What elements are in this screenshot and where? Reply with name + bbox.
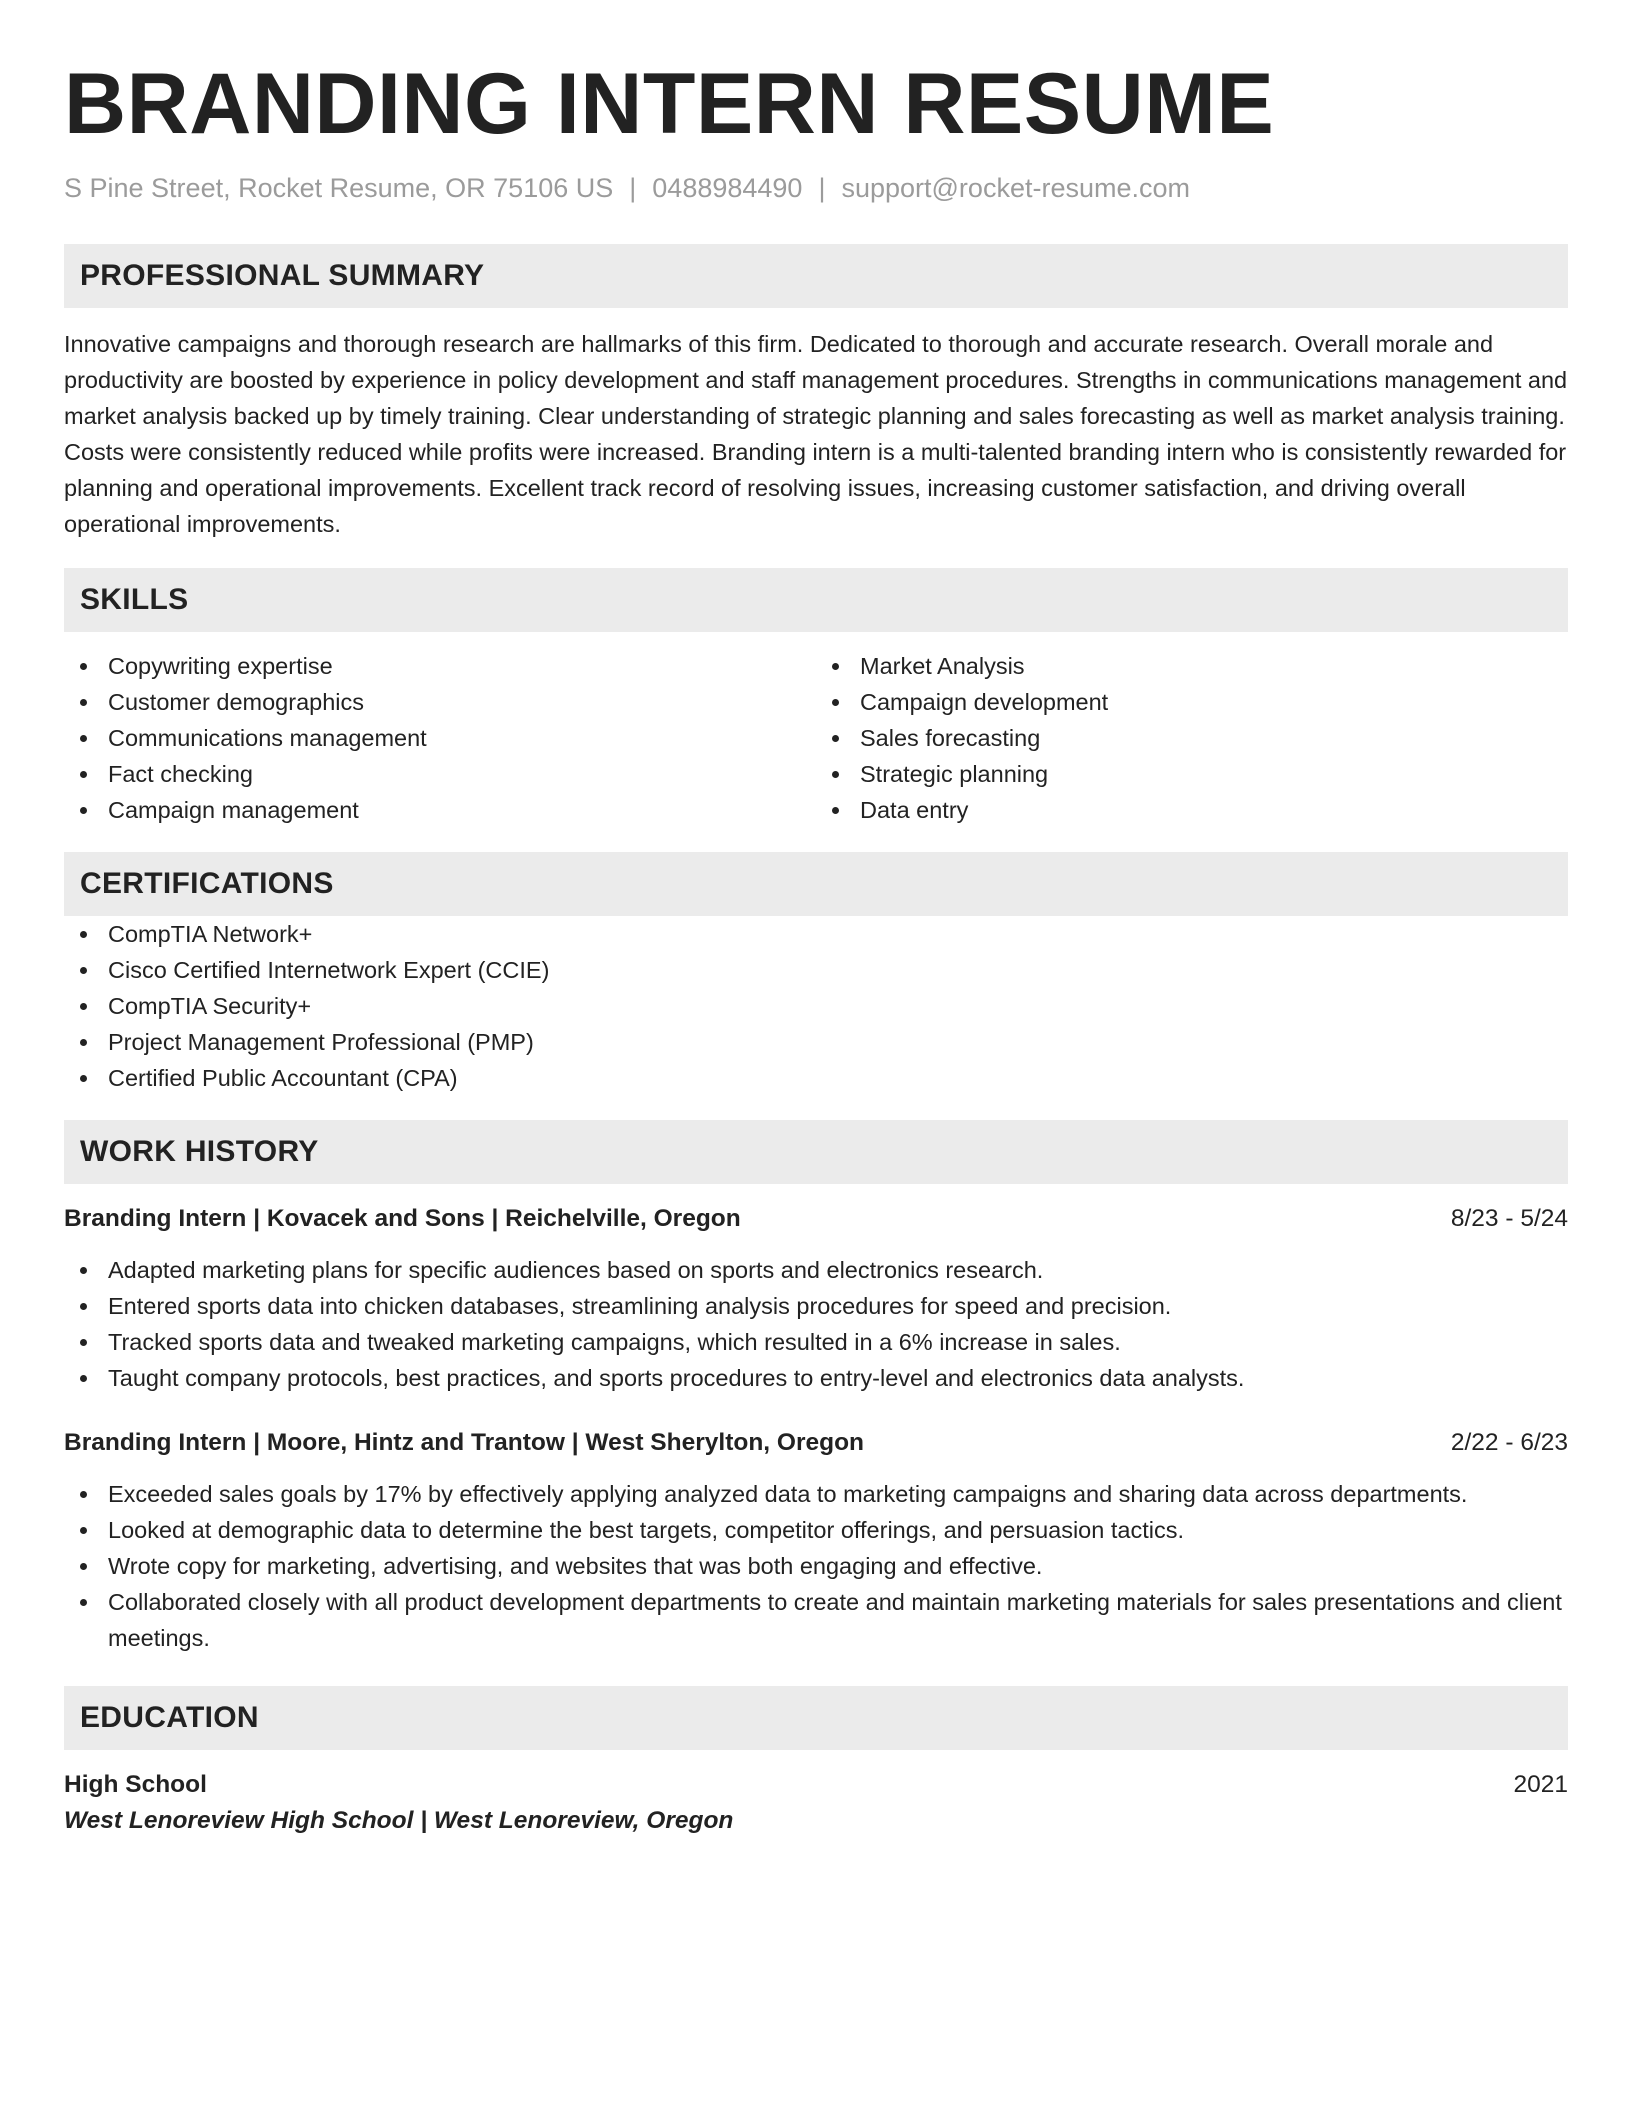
skill-item: Data entry <box>816 792 1568 828</box>
job-bullet: Tracked sports data and tweaked marketing campaigns, which resulted in a 6% increase in sales. <box>64 1324 1568 1360</box>
skill-item: Sales forecasting <box>816 720 1568 756</box>
certification-item: CompTIA Security+ <box>64 988 1568 1024</box>
job-entry <box>64 1202 1568 1396</box>
contact-address: S Pine Street, Rocket Resume, OR 75106 US <box>64 173 614 203</box>
contact-line <box>64 170 1568 206</box>
job-bullet: Adapted marketing plans for specific audiences based on sports and electronics research. <box>64 1252 1568 1288</box>
certifications-list <box>64 916 1568 1096</box>
skills-column-right <box>816 648 1568 828</box>
skills-columns <box>64 648 1568 828</box>
job-bullet: Wrote copy for marketing, advertising, and websites that was both engaging and effective. <box>64 1548 1568 1584</box>
skill-item: Strategic planning <box>816 756 1568 792</box>
skills-column-left <box>64 648 816 828</box>
skill-item: Campaign development <box>816 684 1568 720</box>
contact-phone: 0488984490 <box>652 173 803 203</box>
education-school: West Lenoreview High School | West Lenoreview, Oregon <box>64 1807 734 1834</box>
skills-list-left <box>64 648 816 828</box>
skill-item: Communications management <box>64 720 816 756</box>
job-header <box>64 1426 1568 1460</box>
education-year: 2021 <box>1513 1771 1568 1798</box>
job-entry <box>64 1426 1568 1656</box>
job-bullet: Taught company protocols, best practices, and sports procedures to entry-level and electronics data analysts. <box>64 1360 1568 1396</box>
resume-title: BRANDING INTERN RESUME <box>64 56 1275 152</box>
skill-item: Fact checking <box>64 756 816 792</box>
job-dates: 8/23 - 5/24 <box>1450 1205 1568 1232</box>
job-bullets <box>64 1252 1568 1396</box>
skill-item: Customer demographics <box>64 684 816 720</box>
job-bullet: Collaborated closely with all product development departments to create and maintain marketing materials for sales presentations and client meetings. <box>64 1584 1568 1656</box>
job-bullet: Entered sports data into chicken databases, streamlining analysis procedures for speed and precision. <box>64 1288 1568 1324</box>
skill-item: Campaign management <box>64 792 816 828</box>
certification-item: CompTIA Network+ <box>64 916 1568 952</box>
job-dates: 2/22 - 6/23 <box>1450 1429 1568 1456</box>
job-title: Branding Intern | Moore, Hintz and Trantow | West Sherylton, Oregon <box>64 1429 865 1456</box>
work-heading: WORK HISTORY <box>80 1135 319 1168</box>
certification-item: Certified Public Accountant (CPA) <box>64 1060 1568 1096</box>
skill-item: Copywriting expertise <box>64 648 816 684</box>
education-header <box>64 1768 1568 1802</box>
certifications-section-header <box>64 852 1568 916</box>
education-degree: High School <box>64 1771 207 1798</box>
education-section-header <box>64 1686 1568 1750</box>
certification-item: Cisco Certified Internetwork Expert (CCIE) <box>64 952 1568 988</box>
certification-item: Project Management Professional (PMP) <box>64 1024 1568 1060</box>
education-heading: EDUCATION <box>80 1701 259 1734</box>
work-section-header <box>64 1120 1568 1184</box>
summary-text: Innovative campaigns and thorough research are hallmarks of this firm. Dedicated to thorough and accurate research. Overall morale and productivity are boosted by experience in policy development and staff management procedures. Strengths in communications management and market analysis backed up by timely training. Clear understanding of strategic planning and sales forecasting as well as market analysis training. Costs were consistently reduced while profits were increased. Branding intern is a multi-talented branding intern who is consistently rewarded for planning and operational improvements. Excellent track record of resolving issues, increasing customer satisfaction, and driving overall operational improvements. <box>64 331 1568 537</box>
contact-email: support@rocket-resume.com <box>841 173 1190 203</box>
summary-section-header <box>64 244 1568 308</box>
job-header <box>64 1202 1568 1236</box>
education-entry <box>64 1768 1568 1840</box>
job-bullets <box>64 1476 1568 1656</box>
summary-heading: PROFESSIONAL SUMMARY <box>80 259 485 292</box>
skills-list-right <box>816 648 1568 828</box>
skills-heading: SKILLS <box>80 583 189 616</box>
skills-section-header <box>64 568 1568 632</box>
job-bullet: Exceeded sales goals by 17% by effectively applying analyzed data to marketing campaigns and sharing data across departments. <box>64 1476 1568 1512</box>
job-bullet: Looked at demographic data to determine the best targets, competitor offerings, and persuasion tactics. <box>64 1512 1568 1548</box>
contact-separator: | <box>629 173 637 203</box>
certifications-heading: CERTIFICATIONS <box>80 867 334 900</box>
job-title: Branding Intern | Kovacek and Sons | Reichelville, Oregon <box>64 1205 741 1232</box>
contact-separator: | <box>818 173 826 203</box>
skill-item: Market Analysis <box>816 648 1568 684</box>
